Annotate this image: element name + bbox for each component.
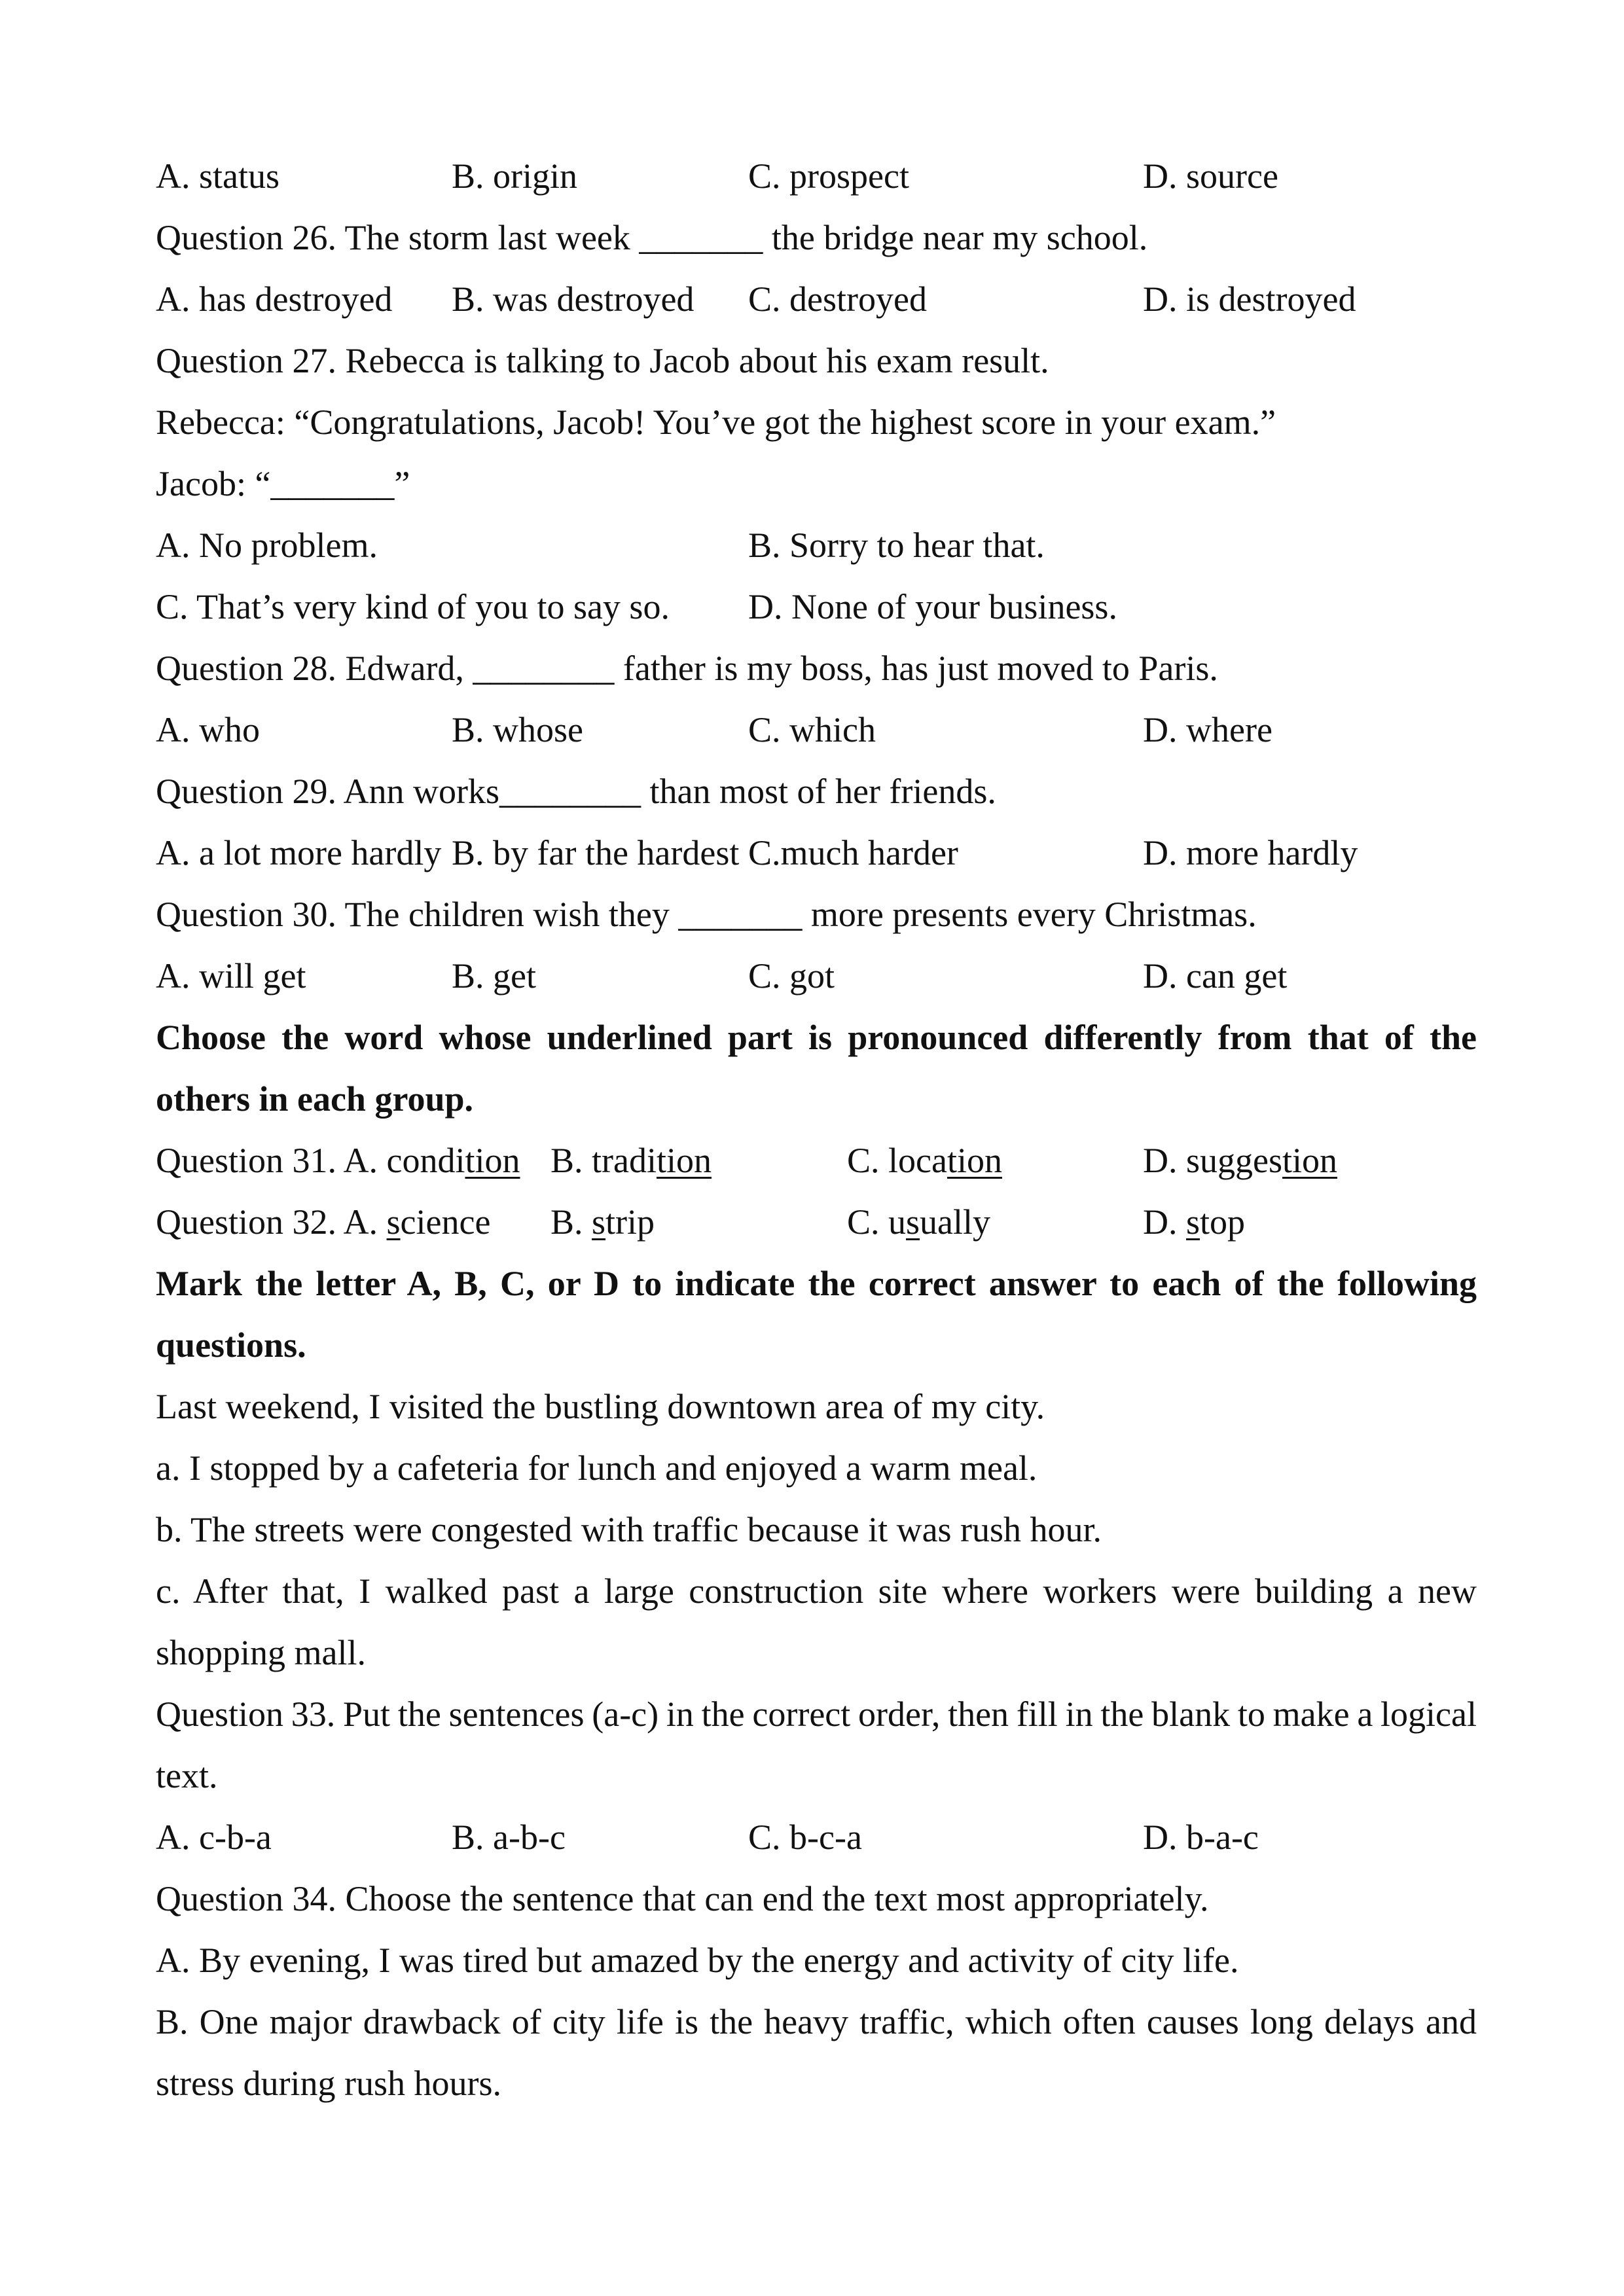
- q31-option-d: [1143, 1130, 1337, 1191]
- q29-stem: Question 29. Ann works________ than most of her friends.: [156, 772, 996, 811]
- q32-option-a: [344, 1202, 491, 1242]
- q32-option-a-underlined: s: [386, 1202, 401, 1242]
- q33-stem: Question 33. Put the sentences (a-c) in the correct order, then fill in the blank to make a logical text.: [156, 1695, 1477, 1795]
- q28-stem: Question 28. Edward, ________ father is my boss, has just moved to Paris.: [156, 649, 1218, 688]
- q28-option-d: D. where: [1143, 710, 1272, 749]
- q32-option-d-post: top: [1200, 1202, 1246, 1242]
- q27-options-row-1: [156, 514, 1477, 576]
- q32-option-c-underlined: s: [906, 1202, 920, 1242]
- q32-option-c-pre: C. u: [847, 1202, 907, 1242]
- q32-option-d: [1143, 1191, 1245, 1253]
- q33-option-b: B. a-b-c: [452, 1818, 566, 1857]
- q30-option-a: A. will get: [156, 956, 306, 996]
- reading-instruction: Mark the letter A, B, C, or D to indicate the correct answer to each of the following questions.: [156, 1264, 1477, 1365]
- q32-option-b: [550, 1191, 655, 1253]
- q28-option-b: B. whose: [452, 710, 583, 749]
- q26-option-c: C. destroyed: [748, 279, 927, 319]
- q25-options: [156, 145, 1477, 207]
- q27-option-d: D. None of your business.: [748, 587, 1117, 626]
- q32-option-d-pre: D.: [1143, 1202, 1186, 1242]
- q25-option-a: A. status: [156, 156, 280, 196]
- q31-option-a: [344, 1141, 520, 1180]
- q27-options-row-2: [156, 576, 1477, 637]
- q32-option-a-post: cience: [400, 1202, 491, 1242]
- q26-options: [156, 268, 1477, 330]
- pronunciation-instruction: Choose the word whose underlined part is pronounced differently from that of the others in each group.: [156, 1018, 1477, 1119]
- passage-sentence-b: b. The streets were congested with traffic because it was rush hour.: [156, 1510, 1102, 1549]
- q34-option-a: A. By evening, I was tired but amazed by the energy and activity of city life.: [156, 1941, 1239, 1980]
- q31-option-a-underlined: tion: [465, 1141, 520, 1180]
- q31-option-c: [847, 1130, 1002, 1191]
- q33-option-a: A. c-b-a: [156, 1818, 272, 1857]
- q31-option-b: [550, 1130, 712, 1191]
- q25-option-c: C. prospect: [748, 156, 909, 196]
- q26-option-d: D. is destroyed: [1143, 279, 1356, 319]
- q25-option-b: B. origin: [452, 156, 578, 196]
- q27-dialogue-rebecca: Rebecca: “Congratulations, Jacob! You’ve got the highest score in your exam.”: [156, 403, 1276, 442]
- q32-label: Question 32.: [156, 1202, 336, 1242]
- q26-stem: Question 26. The storm last week _______ the bridge near my school.: [156, 218, 1148, 257]
- q27-option-a: A. No problem.: [156, 526, 378, 565]
- passage-sentence-c: c. After that, I walked past a large construction site where workers were building a new shopping mall.: [156, 1571, 1477, 1672]
- q31-option-d-underlined: tion: [1282, 1141, 1338, 1180]
- passage-sentence-a: a. I stopped by a cafeteria for lunch and enjoyed a warm meal.: [156, 1448, 1038, 1488]
- q32-option-b-pre: B.: [550, 1202, 592, 1242]
- q32-option-c: [847, 1191, 990, 1253]
- q30-option-d: D. can get: [1143, 956, 1288, 996]
- q31-option-c-text: C. loca: [847, 1141, 947, 1180]
- q25-option-d: D. source: [1143, 156, 1278, 196]
- q27-option-b: B. Sorry to hear that.: [748, 526, 1045, 565]
- q31-row: [156, 1130, 1477, 1191]
- q34-option-b: B. One major drawback of city life is the heavy traffic, which often causes long delays and stress during rush hours.: [156, 2002, 1477, 2103]
- q31-option-b-underlined: tion: [656, 1141, 712, 1180]
- q32-option-d-underlined: s: [1186, 1202, 1200, 1242]
- q29-option-b: B. by far the hardest: [452, 833, 740, 872]
- q29-option-c: C.much harder: [748, 833, 958, 872]
- q34-stem: Question 34. Choose the sentence that can end the text most appropriately.: [156, 1879, 1209, 1918]
- q30-option-b: B. get: [452, 956, 536, 996]
- q28-option-c: C. which: [748, 710, 876, 749]
- q32-option-c-post: ually: [920, 1202, 991, 1242]
- q31-option-d-text: D. sugges: [1143, 1141, 1282, 1180]
- q29-option-a: A. a lot more hardly: [156, 833, 442, 872]
- q31-label: Question 31.: [156, 1141, 336, 1180]
- q26-option-b: B. was destroyed: [452, 279, 695, 319]
- q33-option-d: D. b-a-c: [1143, 1818, 1259, 1857]
- q28-options: [156, 699, 1477, 761]
- q29-option-d: D. more hardly: [1143, 833, 1358, 872]
- q27-dialogue-jacob: Jacob: “_______”: [156, 464, 410, 503]
- q31-option-c-underlined: tion: [947, 1141, 1002, 1180]
- q31-option-a-text: A. condi: [343, 1141, 465, 1180]
- q32-option-b-post: trip: [605, 1202, 655, 1242]
- passage-intro: Last weekend, I visited the bustling downtown area of my city.: [156, 1387, 1045, 1426]
- q33-option-c: C. b-c-a: [748, 1818, 862, 1857]
- q27-option-c: C. That’s very kind of you to say so.: [156, 587, 670, 626]
- q30-stem: Question 30. The children wish they _______ more presents every Christmas.: [156, 895, 1257, 934]
- q28-option-a: A. who: [156, 710, 260, 749]
- q26-option-a: A. has destroyed: [156, 279, 393, 319]
- q31-option-b-text: B. tradi: [550, 1141, 657, 1180]
- q33-options: [156, 1806, 1477, 1868]
- q27-stem: Question 27. Rebecca is talking to Jacob about his exam result.: [156, 341, 1049, 380]
- q29-options: [156, 822, 1477, 884]
- q32-row: [156, 1191, 1477, 1253]
- q30-options: [156, 945, 1477, 1007]
- q32-option-b-underlined: s: [592, 1202, 606, 1242]
- q30-option-c: C. got: [748, 956, 835, 996]
- q32-option-a-pre: A.: [343, 1202, 387, 1242]
